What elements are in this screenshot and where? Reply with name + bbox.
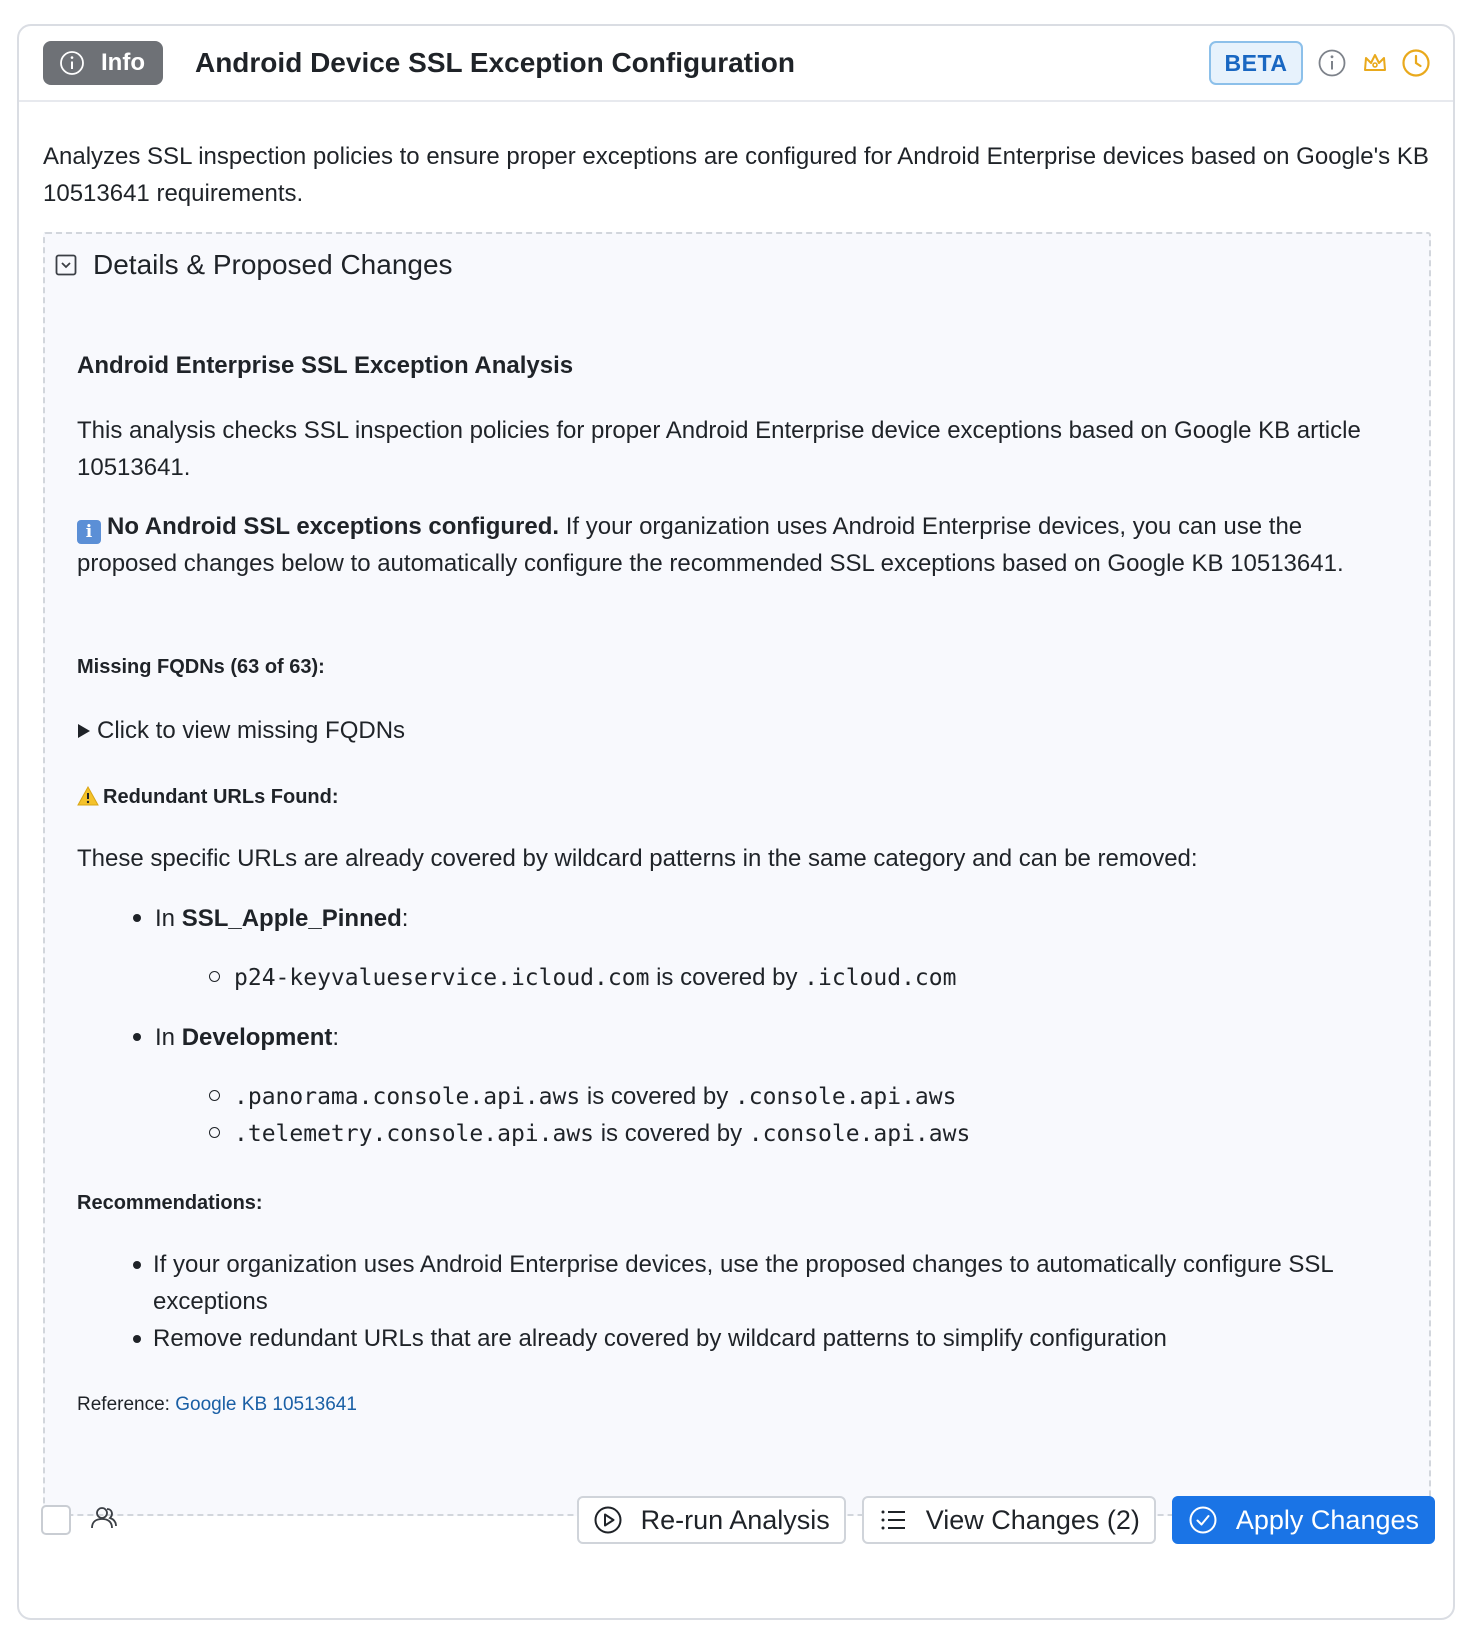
reference-link[interactable]: Google KB 10513641	[175, 1394, 357, 1415]
page-title: Android Device SSL Exception Configuration	[194, 47, 795, 78]
missing-fqdns-heading: Missing FQDNs (63 of 63):	[77, 656, 325, 678]
rerun-analysis-button[interactable]	[577, 1496, 846, 1544]
info-emoji-icon: i	[77, 520, 101, 544]
redundant-url-item: .telemetry.console.api.aws is covered by .console.api.aws	[209, 1120, 970, 1148]
missing-fqdns-toggle[interactable]	[77, 712, 405, 749]
info-badge	[43, 41, 163, 85]
clock-icon	[1401, 48, 1431, 78]
select-checkbox[interactable]	[41, 1505, 71, 1535]
card-header	[19, 26, 1453, 102]
redundant-url-item: p24-keyvalueservice.icloud.com is covered by .icloud.com	[209, 964, 956, 992]
crown-icon	[1361, 49, 1389, 77]
category-item-ssl-apple: In SSL_Apple_Pinned:	[133, 905, 408, 933]
apply-changes-button[interactable]	[1172, 1496, 1435, 1544]
redundant-intro: These specific URLs are already covered by wildcard patterns in the same category and can be removed:	[77, 845, 1198, 872]
details-toggle[interactable]	[45, 234, 1429, 296]
wildcard-pattern: .icloud.com	[804, 965, 957, 991]
category-name: Development	[181, 1024, 333, 1051]
list-icon	[878, 1505, 908, 1535]
users-icon	[89, 1503, 119, 1533]
card-footer	[41, 1496, 1435, 1544]
beta-badge: BETA	[1209, 41, 1303, 85]
premium-button[interactable]	[1361, 49, 1389, 77]
details-panel	[43, 232, 1431, 1516]
info-circle-icon	[59, 50, 85, 76]
notice-bold: No Android SSL exceptions configured.	[107, 513, 560, 540]
rerun-analysis-label: Re-run Analysis	[640, 1504, 830, 1535]
info-badge-label: Info	[101, 49, 145, 76]
card-description: Analyzes SSL inspection policies to ensure proper exceptions are configured for Android Enterprise devices based on Google's KB 10513641 requirements.	[43, 143, 1429, 207]
recommendation-item: If your organization uses Android Enterprise devices, use the proposed changes to automatically configure SSL exceptions	[133, 1246, 1353, 1320]
redundant-url: p24-keyvalueservice.icloud.com	[234, 965, 650, 991]
notice-paragraph	[77, 508, 1377, 582]
analysis-intro: This analysis checks SSL inspection policies for proper Android Enterprise device exceptions based on Google KB article 10513641.	[77, 417, 1361, 481]
collapse-square-icon	[55, 254, 77, 276]
history-button[interactable]	[1401, 48, 1431, 78]
apply-changes-label: Apply Changes	[1235, 1504, 1419, 1535]
wildcard-pattern: .console.api.aws	[748, 1121, 971, 1147]
notice-text: If your organization uses Android Enterprise devices, you can use the proposed changes below to automatically configure the recommended SSL exceptions based on Google KB 10513641.	[77, 513, 1344, 577]
redundant-heading-label: Redundant URLs Found:	[103, 786, 339, 808]
view-changes-label: View Changes (2)	[925, 1504, 1140, 1535]
analysis-card	[17, 24, 1455, 1620]
assign-user-button[interactable]	[89, 1503, 119, 1538]
redundant-url: .panorama.console.api.aws	[234, 1084, 581, 1110]
redundant-url-item: .panorama.console.api.aws is covered by .console.api.aws	[209, 1083, 956, 1111]
redundant-heading	[77, 786, 339, 809]
recommendations-heading: Recommendations:	[77, 1192, 263, 1214]
category-name: SSL_Apple_Pinned	[181, 905, 402, 932]
wildcard-pattern: .console.api.aws	[734, 1084, 957, 1110]
info-icon	[1317, 48, 1347, 78]
reference-line: Reference: Google KB 10513641	[77, 1394, 357, 1415]
warning-icon	[77, 786, 99, 806]
details-summary-label: Details & Proposed Changes	[93, 249, 453, 280]
view-changes-button[interactable]	[862, 1496, 1156, 1544]
redundant-url: .telemetry.console.api.aws	[234, 1121, 595, 1147]
analysis-heading: Android Enterprise SSL Exception Analysis	[77, 352, 574, 379]
category-item-development: In Development:	[133, 1024, 339, 1052]
recommendation-item: Remove redundant URLs that are already covered by wildcard patterns to simplify configuration	[133, 1320, 1353, 1357]
triangle-right-icon	[77, 723, 91, 739]
check-circle-icon	[1188, 1505, 1218, 1535]
details-info-button[interactable]	[1317, 48, 1347, 78]
play-circle-icon	[593, 1505, 623, 1535]
missing-fqdns-toggle-label: Click to view missing FQDNs	[97, 717, 406, 744]
